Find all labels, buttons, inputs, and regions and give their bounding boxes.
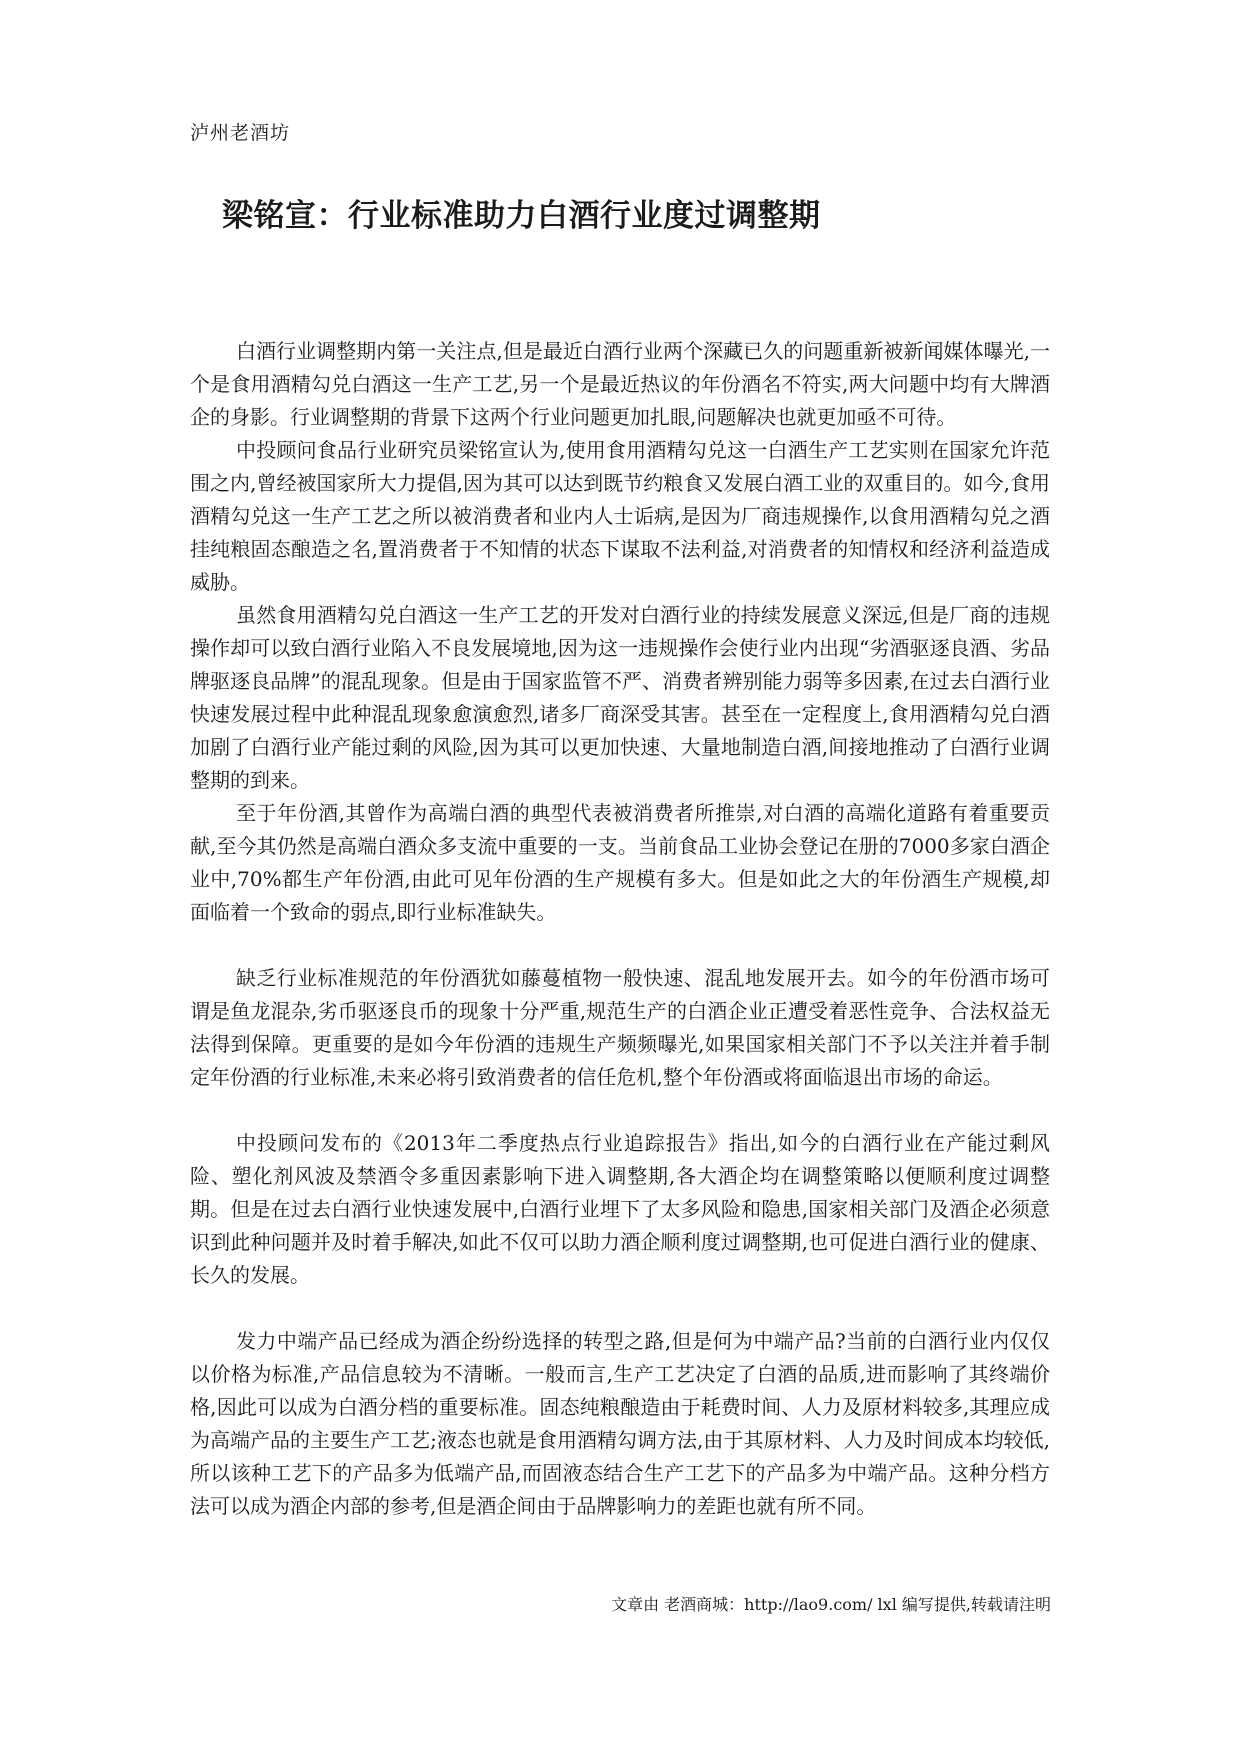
paragraph-gap [190, 1094, 1050, 1127]
article-body [190, 335, 1050, 1523]
article-paragraph: 中投顾问发布的《2013年二季度热点行业追踪报告》指出,如今的白酒行业在产能过剩风险、塑化剂风波及禁酒令多重因素影响下进入调整期,各大酒企均在调整策略以便顺利度过调整期。但是在过去白酒行业快速发展中,白酒行业埋下了太多风险和隐患,国家相关部门及酒企必须意识到此种问题并及时着手解决,如此不仅可以助力酒企顺利度过调整期,也可促进白酒行业的健康、长久的发展。 [190, 1131, 1050, 1287]
article-paragraph: 发力中端产品已经成为酒企纷纷选择的转型之路,但是何为中端产品?当前的白酒行业内仅仅以价格为标准,产品信息较为不清晰。一般而言,生产工艺决定了白酒的品质,进而影响了其终端价格,因此可以成为白酒分档的重要标准。固态纯粮酿造由于耗费时间、人力及原材料较多,其理应成为高端产品的主要生产工艺;液态也就是食用酒精勾调方法,由于其原材料、人力及时间成本均较低,所以该种工艺下的产品多为低端产品,而固液态结合生产工艺下的产品多为中端产品。这种分档方法可以成为酒企内部的参考,但是酒企间由于品牌影响力的差距也就有所不同。 [190, 1329, 1050, 1518]
article-paragraph: 缺乏行业标准规范的年份酒犹如藤蔓植物一般快速、混乱地发展开去。如今的年份酒市场可谓是鱼龙混杂,劣币驱逐良币的现象十分严重,规范生产的白酒企业正遭受着恶性竞争、合法权益无法得到保障。更重要的是如今年份酒的违规生产频频曝光,如果国家相关部门不予以关注并着手制定年份酒的行业标准,未来必将引致消费者的信任危机,整个年份酒或将面临退出市场的命运。 [190, 966, 1050, 1089]
article-paragraph: 至于年份酒,其曾作为高端白酒的典型代表被消费者所推崇,对白酒的高端化道路有着重要贡献,至今其仍然是高端白酒众多支流中重要的一支。当前食品工业协会登记在册的7000多家白酒企业中,70%都生产年份酒,由此可见年份酒的生产规模有多大。但是如此之大的年份酒生产规模,却面临着一个致命的弱点,即行业标准缺失。 [190, 801, 1050, 924]
article-paragraph: 中投顾问食品行业研究员梁铭宣认为,使用食用酒精勾兑这一白酒生产工艺实则在国家允许范围之内,曾经被国家所大力提倡,因为其可以达到既节约粮食又发展白酒工业的双重目的。如今,食用酒精勾兑这一生产工艺之所以被消费者和业内人士诟病,是因为厂商违规操作,以食用酒精勾兑之酒挂纯粮固态酿造之名,置消费者于不知情的状态下谋取不法利益,对消费者的知情权和经济利益造成威胁。 [190, 438, 1050, 594]
header-label: 泸州老酒坊 [190, 122, 291, 144]
article-paragraph: 白酒行业调整期内第一关注点,但是最近白酒行业两个深藏已久的问题重新被新闻媒体曝光,一个是食用酒精勾兑白酒这一生产工艺,另一个是最近热议的年份酒名不符实,两大问题中均有大牌酒企的身影。行业调整期的背景下这两个行业问题更加扎眼,问题解决也就更加亟不可待。 [190, 339, 1050, 429]
footer-credit: 文章由 老酒商城：http://lao9.com/ lxl 编写提供,转载请注明 [611, 1595, 1051, 1614]
paragraph-gap [190, 929, 1050, 962]
article-paragraph: 虽然食用酒精勾兑白酒这一生产工艺的开发对白酒行业的持续发展意义深远,但是厂商的违规操作却可以致白酒行业陷入不良发展境地,因为这一违规操作会使行业内出现“劣酒驱逐良酒、劣品牌驱逐良品牌”的混乱现象。但是由于国家监管不严、消费者辨别能力弱等多因素,在过去白酒行业快速发展过程中此种混乱现象愈演愈烈,诸多厂商深受其害。甚至在一定程度上,食用酒精勾兑白酒加剧了白酒行业产能过剩的风险,因为其可以更加快速、大量地制造白酒,间接地推动了白酒行业调整期的到来。 [190, 603, 1050, 792]
article-title: 梁铭宣：行业标准助力白酒行业度过调整期 [222, 198, 821, 234]
paragraph-gap [190, 1292, 1050, 1325]
